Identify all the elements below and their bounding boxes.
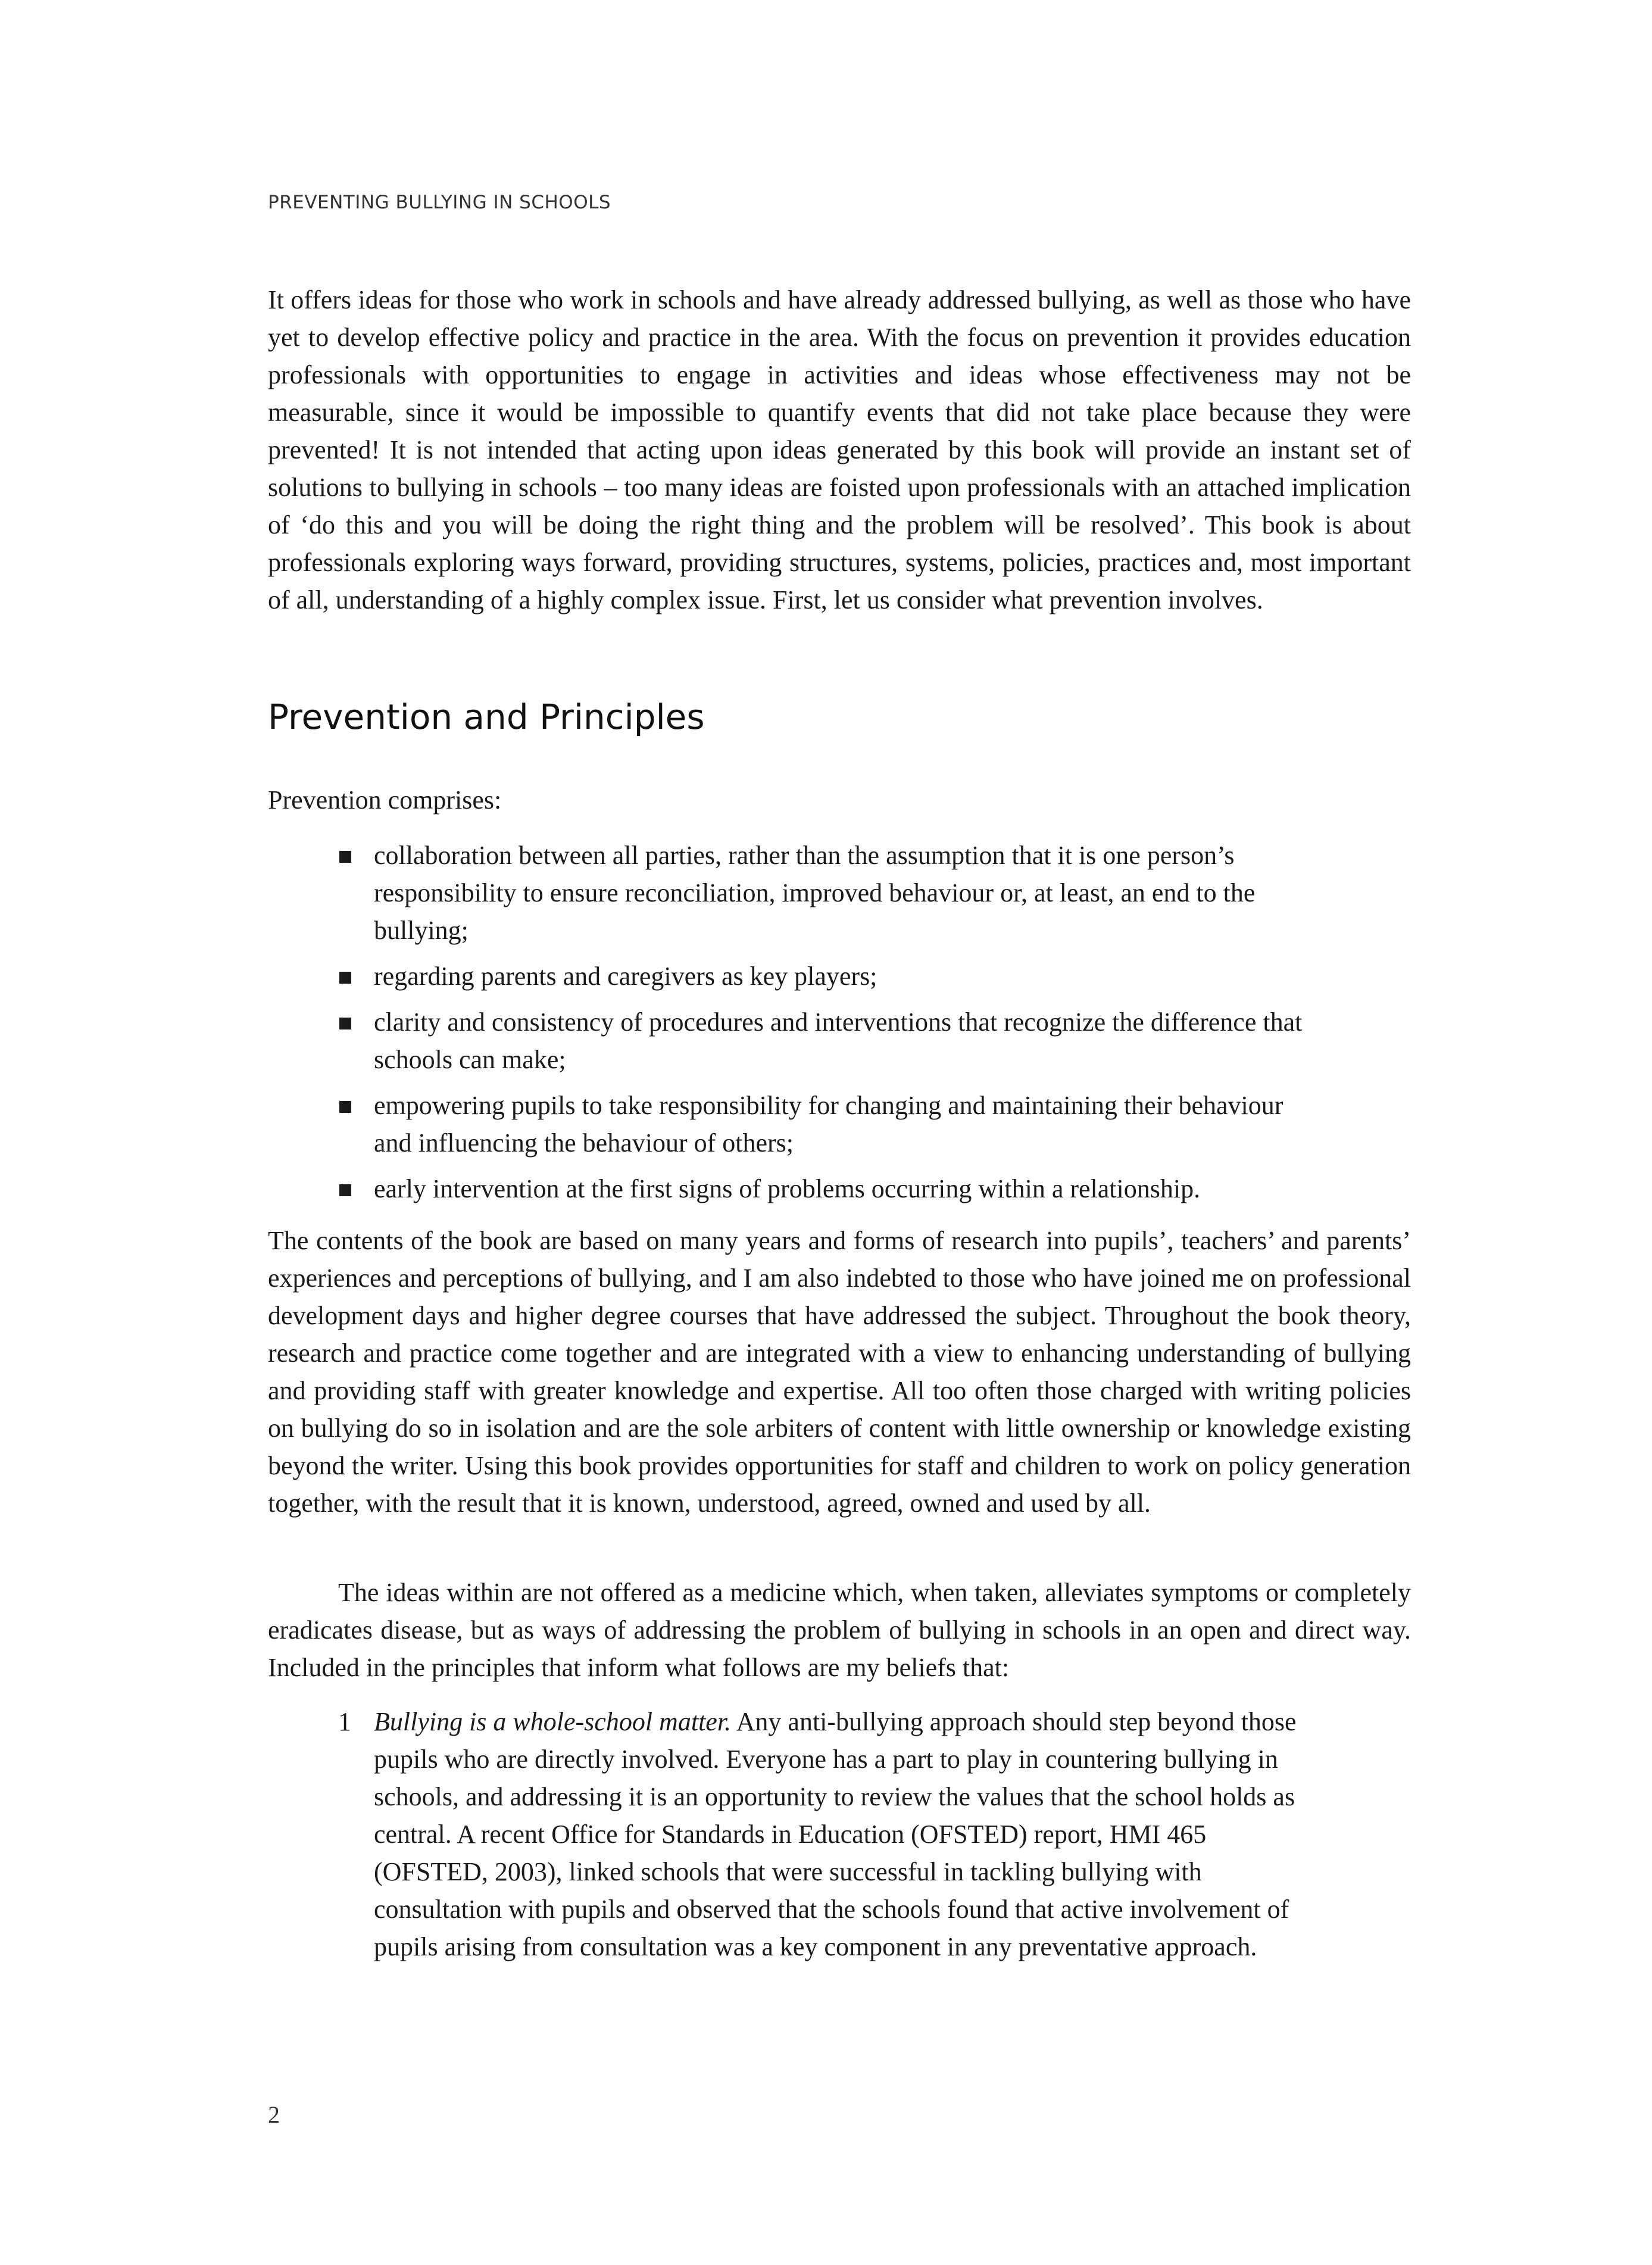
item-text: Any anti-bullying approach should step beyond those pupils who are directly involved. Everyone has a part to play in countering bullying in schools, and addressing it is an opportunity to review the values that the school holds as central. A recent Office for Standards in Education (OFSTED) report, HMI 465 (OFSTED, 2003), linked schools that were successful in tackling bullying with consultation with pupils and observed that the schools found that active involvement of pupils arising from consultation was a key component in any preventative approach. (374, 1707, 1297, 1961)
running-head: PREVENTING BULLYING IN SCHOOLS (268, 192, 611, 213)
square-bullet-icon (339, 1018, 351, 1029)
principles-numbered-list (268, 1703, 1411, 1966)
square-bullet-icon (339, 1184, 351, 1196)
list-item (268, 837, 1314, 949)
list-item (268, 1170, 1314, 1208)
list-item (268, 1003, 1314, 1078)
item-number: 1 (338, 1707, 351, 1736)
book-page (268, 0, 1411, 2265)
list-item-text: early intervention at the first signs of problems occurring within a relationship. (374, 1174, 1201, 1203)
intro-paragraph: It offers ideas for those who work in schools and have already addressed bullying, as well as those who have yet to develop effective policy and practice in the area. With the focus on prevention it provides education professionals with opportunities to engage in activities and ideas whose effectiveness may not be measurable, since it would be impossible to quantify events that did not take place because they were prevented! It is not intended that acting upon ideas generated by this book will provide an instant set of solutions to bullying in schools – too many ideas are foisted upon professionals with an attached implication of ‘do this and you will be doing the right thing and the problem will be resolved’. This book is about professionals exploring ways forward, providing structures, systems, policies, practices and, most important of all, understanding of a highly complex issue. First, let us consider what prevention involves. (268, 285, 1411, 614)
list-item-text: collaboration between all parties, rather than the assumption that it is one person’s responsibility to ensure reconciliation, improved behaviour or, at least, an end to the bullying; (374, 841, 1256, 945)
item-lead-italic: Bullying is a whole-school matter. (374, 1707, 732, 1736)
lead-in-text: Prevention comprises: (268, 785, 502, 815)
list-item (268, 957, 1314, 995)
contents-paragraph: The contents of the book are based on many years and forms of research into pupils’, teachers’ and parents’ experiences and perceptions of bullying, and I am also indebted to those who have joined me on professional development days and higher degree courses that have addressed the subject. Throughout the book theory, research and practice come together and are integrated with a view to enhancing understanding of bullying and providing staff with greater knowledge and expertise. All too often those charged with writing policies on bullying do so in isolation and are the sole arbiters of content with little ownership or knowledge existing beyond the writer. Using this book provides opportunities for staff and children to work on policy generation together, with the result that it is known, understood, agreed, owned and used by all. (268, 1226, 1411, 1518)
section-heading: Prevention and Principles (268, 697, 705, 737)
square-bullet-icon (339, 851, 351, 863)
square-bullet-icon (339, 972, 351, 984)
list-item-text: regarding parents and caregivers as key players; (374, 962, 877, 991)
list-item (268, 1087, 1314, 1162)
ideas-paragraph: The ideas within are not offered as a medicine which, when taken, alleviates symptoms or completely eradicates disease, but as ways of addressing the problem of bullying in schools in an open and direct way. Included in the principles that inform what follows are my beliefs that: (268, 1578, 1411, 1682)
numbered-item (268, 1703, 1326, 1966)
list-item-text: clarity and consistency of procedures and interventions that recognize the difference that schools can make; (374, 1007, 1303, 1074)
list-item-text: empowering pupils to take responsibility for changing and maintaining their behaviour and influencing the behaviour of others; (374, 1091, 1283, 1158)
prevention-bullet-list (268, 837, 1411, 1216)
page-number: 2 (268, 2101, 280, 2128)
square-bullet-icon (339, 1101, 351, 1113)
